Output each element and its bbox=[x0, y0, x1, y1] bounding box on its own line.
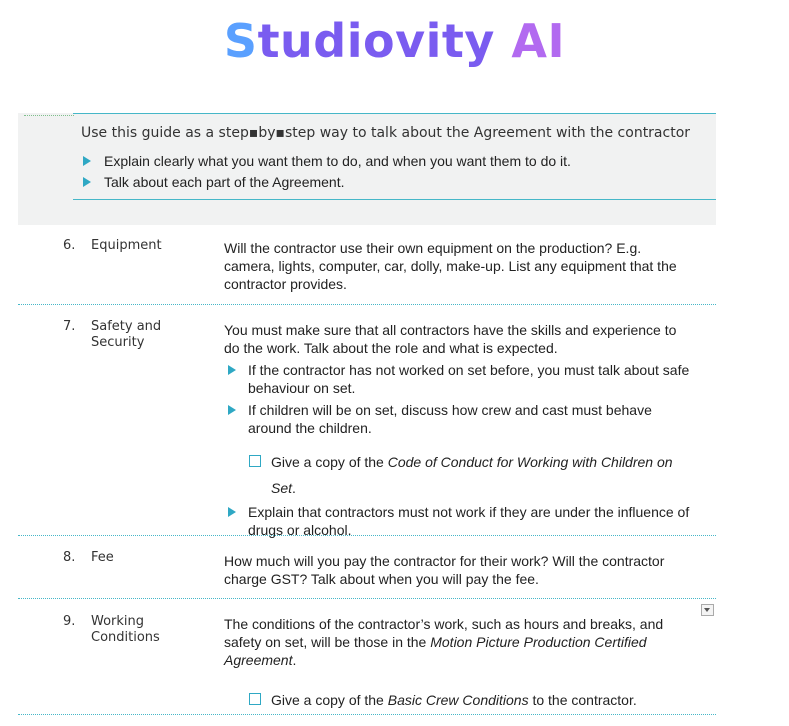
check-text: to the contractor. bbox=[528, 692, 637, 708]
logo-middle: tudiovity bbox=[257, 14, 495, 68]
row-text: How much will you pay the contractor for their work? Will the contractor charge GST? Talk about when you will pay the fee. bbox=[224, 553, 665, 587]
guide-bullets bbox=[83, 150, 571, 192]
row-text-part: . bbox=[292, 652, 297, 668]
divider bbox=[18, 535, 716, 536]
studiovity-logo bbox=[0, 14, 789, 68]
divider bbox=[18, 598, 716, 599]
document-title: Code of Conduct for Working with Children on Set bbox=[271, 454, 673, 496]
row-number: 9. bbox=[63, 614, 76, 629]
bullet-text: Explain clearly what you want them to do, and when you want them to do it. bbox=[104, 152, 571, 169]
row-label: Fee bbox=[91, 550, 114, 565]
checkbox-icon bbox=[249, 693, 261, 705]
list-item bbox=[224, 401, 694, 437]
bullet-text: If the contractor has not worked on set before, you must talk about safe behaviour on set. bbox=[248, 362, 690, 396]
check-text: Give a copy of the bbox=[271, 454, 388, 470]
document-title: Basic Crew Conditions bbox=[387, 692, 529, 708]
row-text bbox=[224, 615, 694, 669]
row-number: 8. bbox=[63, 550, 76, 565]
row-text-part: The conditions of the contractor’s work, such as hours and breaks, and safety on set, will be those in the bbox=[224, 616, 664, 650]
triangle-bullet-icon bbox=[83, 156, 91, 166]
list-item bbox=[224, 361, 694, 397]
row-body bbox=[224, 321, 694, 539]
divider bbox=[73, 113, 716, 114]
row-label: Safety and Security bbox=[91, 319, 162, 350]
triangle-bullet-icon bbox=[228, 507, 236, 517]
checkbox-icon bbox=[249, 455, 261, 467]
triangle-bullet-icon bbox=[228, 365, 236, 375]
bullet-text: Talk about each part of the Agreement. bbox=[104, 173, 345, 190]
guide-intro: Use this guide as a step▪by▪step way to talk about the Agreement with the contractor bbox=[81, 125, 691, 141]
check-text: Give a copy of the bbox=[271, 692, 388, 708]
divider bbox=[18, 304, 716, 305]
triangle-bullet-icon bbox=[83, 177, 91, 187]
triangle-bullet-icon bbox=[228, 405, 236, 415]
logo-s: S bbox=[223, 14, 258, 68]
row-number: 6. bbox=[63, 238, 76, 253]
logo-ai: AI bbox=[494, 14, 566, 68]
row-number: 7. bbox=[63, 319, 76, 334]
dropdown-arrow-icon[interactable] bbox=[701, 604, 714, 616]
divider bbox=[18, 714, 716, 715]
check-text: . bbox=[292, 480, 296, 496]
checklist-item bbox=[224, 449, 694, 501]
document-title: Motion Picture Production Certified Agreement bbox=[224, 634, 647, 668]
row-body bbox=[224, 615, 694, 713]
dotted-marker bbox=[24, 115, 74, 116]
row-text: You must make sure that all contractors have the skills and experience to do the work. Talk about the role and what is expected. bbox=[224, 322, 677, 356]
list-item bbox=[83, 150, 571, 171]
row-label: Working Conditions bbox=[91, 614, 160, 645]
row-text: Will the contractor use their own equipment on the production? E.g. camera, lights, computer, car, dolly, make-up. List any equipment that the contractor provides. bbox=[224, 240, 677, 292]
divider bbox=[73, 199, 716, 200]
list-item bbox=[224, 503, 694, 539]
row-label: Equipment bbox=[91, 238, 162, 253]
checklist-item bbox=[224, 687, 694, 713]
bullet-text: Explain that contractors must not work if they are under the influence of drugs or alcohol. bbox=[248, 504, 690, 538]
guide-box bbox=[18, 113, 716, 225]
bullet-text: If children will be on set, discuss how crew and cast must behave around the children. bbox=[248, 402, 652, 436]
list-item bbox=[83, 171, 571, 192]
